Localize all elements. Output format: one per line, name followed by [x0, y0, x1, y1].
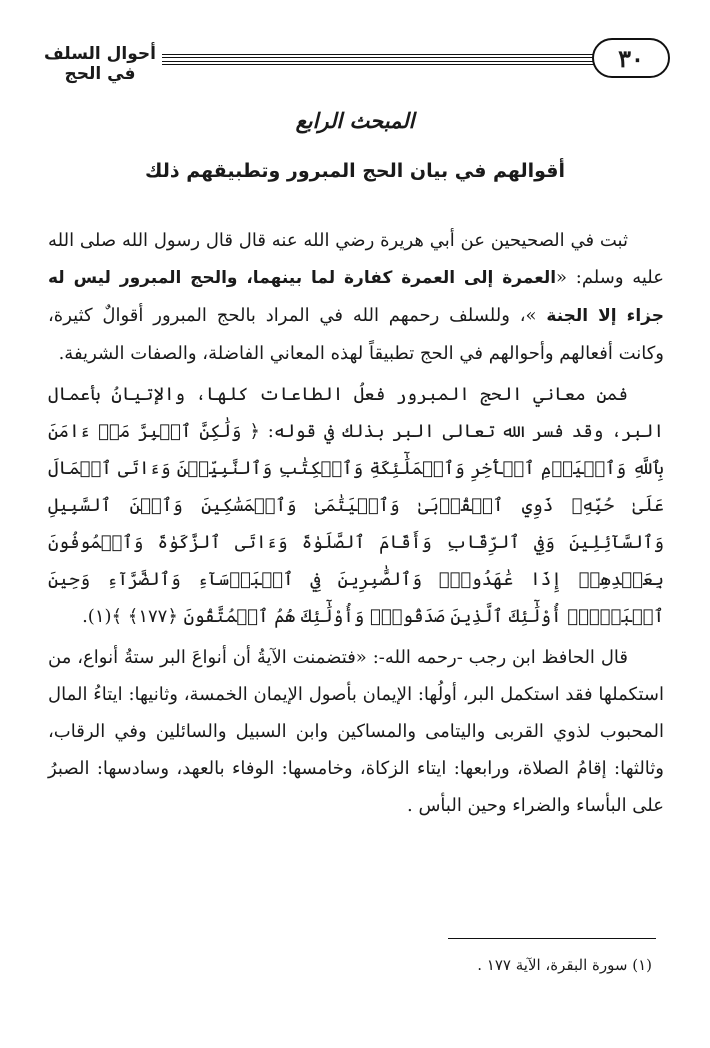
header-rule: [162, 54, 596, 58]
paragraph-3: قال الحافظ ابن رجب -رحمه الله-: «فتضمنت الآيةُ أن أنواعَ البر ستةُ أنواع، من استكملها فقد استكمل البر، أولُها: الإيمان بأصول الإيمان الخمسة، وثانيها: ايتاءُ المال المحبوب لذوي القربى واليتامى والمساكين وابن السبيل والسائلين وفي الرقاب، وثالثها: إقامُ الصلاة، ورابعها: ايتاء الزكاة، وخامسها: الوفاء بالعهد، وسادسها: الصبرُ على البأساء والضراء وحين البأس .: [48, 647, 664, 816]
p1-rest: »، وللسلف رحمهم الله في المراد بالحج المبرور أقوالٌ كثيرة، وكانت أفعالهم وأحوالهم في الحج تطبيقاً لهذه المعاني الفاضلة، والصفات الشريفة.: [48, 305, 664, 364]
paragraph-2: [48, 376, 664, 635]
footnote-ref: (١).: [82, 606, 112, 627]
header-rule-double: [162, 61, 596, 65]
footnote-rule: [448, 938, 656, 939]
page-header: [42, 30, 670, 90]
p1-intro: ثبت في الصحيحين عن أبي هريرة رضي الله عنه قال قال رسول الله صلى الله عليه وسلم: «: [48, 230, 664, 288]
section-heading: المبحث الرابع: [295, 108, 415, 133]
body-text: [48, 222, 664, 828]
quran-verse: ﴿ وَلَٰكِنَّ ٱلۡبِرَّ مَنۡ ءَامَنَ بِٱللَّهِ وَٱلۡيَوۡمِ ٱلۡأٓخِرِ وَٱلۡمَلَٰٓئِكَةِ وَٱلۡكِتَٰبِ وَٱلنَّبِيِّـۧنَ وَءَاتَى ٱلۡمَالَ عَلَىٰ حُبِّهِۦ ذَوِي ٱلۡقُرۡبَىٰ وَٱلۡيَتَٰمَىٰ وَٱلۡمَسَٰكِينَ وَٱبۡنَ ٱلسَّبِيلِ وَٱلسَّآئِلِينَ وَفِي ٱلرِّقَابِ وَأَقَامَ ٱلصَّلَوٰةَ وَءَاتَى ٱلزَّكَوٰةَ وَٱلۡمُوفُونَ بِعَهۡدِهِمۡ إِذَا عَٰهَدُواْۖ وَٱلصَّٰبِرِينَ فِي ٱلۡبَأۡسَآءِ وَٱلضَّرَّآءِ وَحِينَ ٱلۡبَأۡسِۗ أُوْلَٰٓئِكَ ٱلَّذِينَ صَدَقُواْۖ وَأُوْلَٰٓئِكَ هُمُ ٱلۡمُتَّقُونَ ﴿١٧٧﴾ ﴾: [48, 421, 664, 627]
page-number: ٣٠: [592, 38, 670, 78]
p2-intro: فمن معاني الحج المبرور فعلُ الطاعات كلها، والإتيانُ بأعمال البر، وقد فسر الله تعالى البر بذلك في قوله:: [48, 384, 664, 442]
running-title: أحوال السلف في الحج: [44, 44, 156, 84]
section-title: أقوالهم في بيان الحج المبرور وتطبيقهم ذلك: [145, 160, 565, 182]
paragraph-1: [48, 222, 664, 372]
footnote: (١) سورة البقرة، الآية ١٧٧ .: [477, 956, 652, 974]
hadith-text: العمرة إلى العمرة كفارة لما بينهما، والحج المبرور ليس له جزاء إلا الجنة: [48, 268, 665, 326]
